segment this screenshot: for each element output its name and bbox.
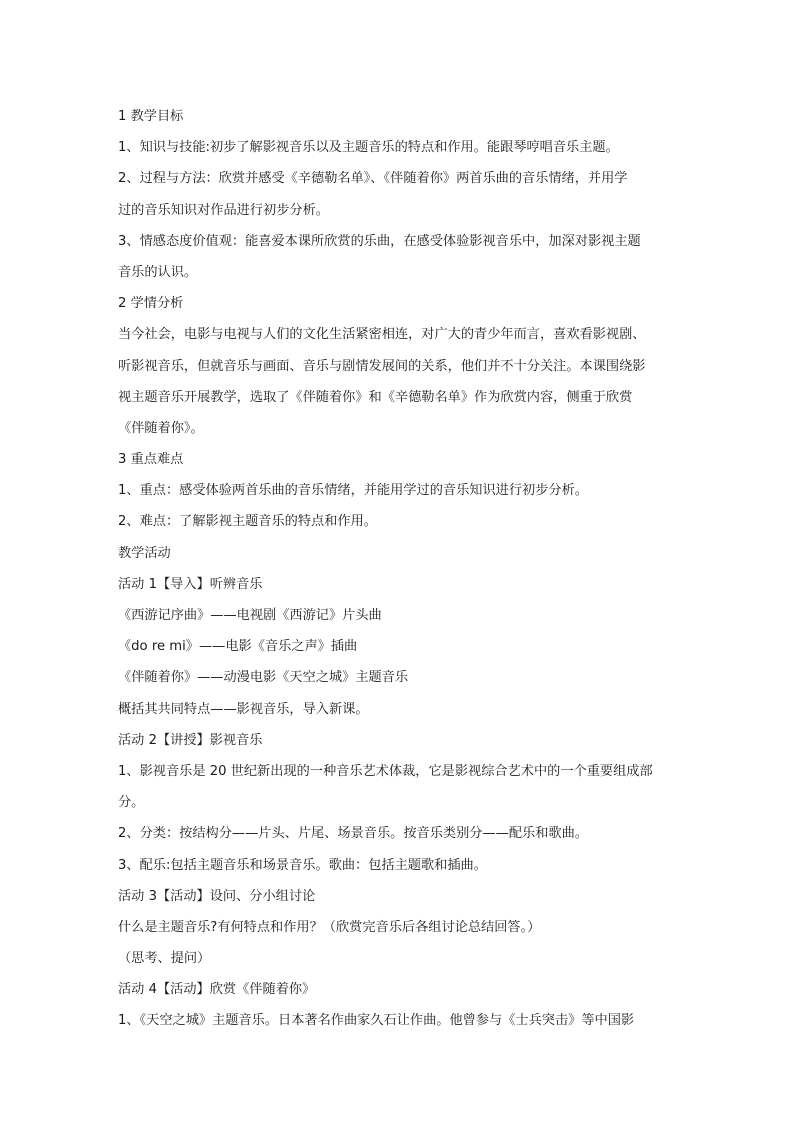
text-line: 当今社会，电影与电视与人们的文化生活紧密相连，对广大的青少年而言，喜欢看影视剧、 bbox=[118, 327, 646, 343]
text-line: 3、配乐:包括主题音乐和场景音乐。歌曲：包括主题歌和插曲。 bbox=[118, 857, 487, 873]
text-line: 2、过程与方法：欣赏并感受《辛德勒名单》、《伴随着你》两首乐曲的音乐情绪，并用学 bbox=[118, 171, 628, 187]
text-line: 活动 2【讲授】影视音乐 bbox=[118, 732, 263, 748]
text-line: 《伴随着你》。 bbox=[118, 420, 204, 436]
text-line: 2、难点：了解影视主题音乐的特点和作用。 bbox=[118, 514, 377, 530]
text-line: 1、知识与技能:初步了解影视音乐以及主题音乐的特点和作用。能跟琴哼唱音乐主题。 bbox=[118, 140, 619, 156]
text-line: 《伴随着你》——动漫电影《天空之城》主题音乐 bbox=[118, 670, 409, 686]
text-line: 1、《天空之城》主题音乐。日本著名作曲家久石让作曲。他曾参与《士兵突击》等中国影 bbox=[118, 1013, 635, 1029]
text-line: 3 重点难点 bbox=[118, 452, 184, 468]
text-line: 概括其共同特点——影视音乐，导入新课。 bbox=[118, 701, 369, 717]
lesson-plan-text bbox=[118, 101, 678, 1037]
text-line: （思考、提问） bbox=[118, 951, 211, 967]
text-line: 教学活动 bbox=[118, 545, 171, 561]
text-line: 视主题音乐开展教学，选取了《伴随着你》和《辛德勒名单》作为欣赏内容，侧重于欣赏 bbox=[118, 389, 633, 405]
text-line: 3、情感态度价值观：能喜爱本课所欣赏的乐曲，在感受体验影视音乐中，加深对影视主题 bbox=[118, 233, 641, 249]
text-line: 1、影视音乐是 20 世纪新出现的一种音乐艺术体裁，它是影视综合艺术中的一个重要组成部 bbox=[118, 763, 653, 779]
text-line: 1 教学目标 bbox=[118, 109, 184, 124]
text-line: 活动 4【活动】欣赏《伴随着你》 bbox=[118, 982, 316, 998]
text-line: 1、重点：感受体验两首乐曲的音乐情绪，并能用学过的音乐知识进行初步分析。 bbox=[118, 483, 588, 499]
text-line: 2 学情分析 bbox=[118, 296, 184, 312]
text-line: 分。 bbox=[118, 795, 145, 811]
text-line: 听影视音乐，但就音乐与画面、音乐与剧情发展间的关系，他们并不十分关注。本课围绕影 bbox=[118, 358, 646, 374]
text-line: 《西游记序曲》——电视剧《西游记》片头曲 bbox=[118, 608, 382, 623]
text-line: 过的音乐知识对作品进行初步分析。 bbox=[118, 202, 329, 218]
text-line: 活动 3【活动】设问、分小组讨论 bbox=[118, 888, 316, 904]
text-line: 活动 1【导入】听辨音乐 bbox=[118, 576, 263, 592]
text-line: 音乐的认识。 bbox=[118, 264, 198, 280]
text-line: 什么是主题音乐?有何特点和作用？（欣赏完音乐后各组讨论总结回答。） bbox=[118, 919, 541, 935]
text-line: 2、分类：按结构分——片头、片尾、场景音乐。按音乐类别分——配乐和歌曲。 bbox=[118, 826, 588, 842]
text-line: 《do re mi》——电影《音乐之声》插曲 bbox=[118, 639, 358, 655]
